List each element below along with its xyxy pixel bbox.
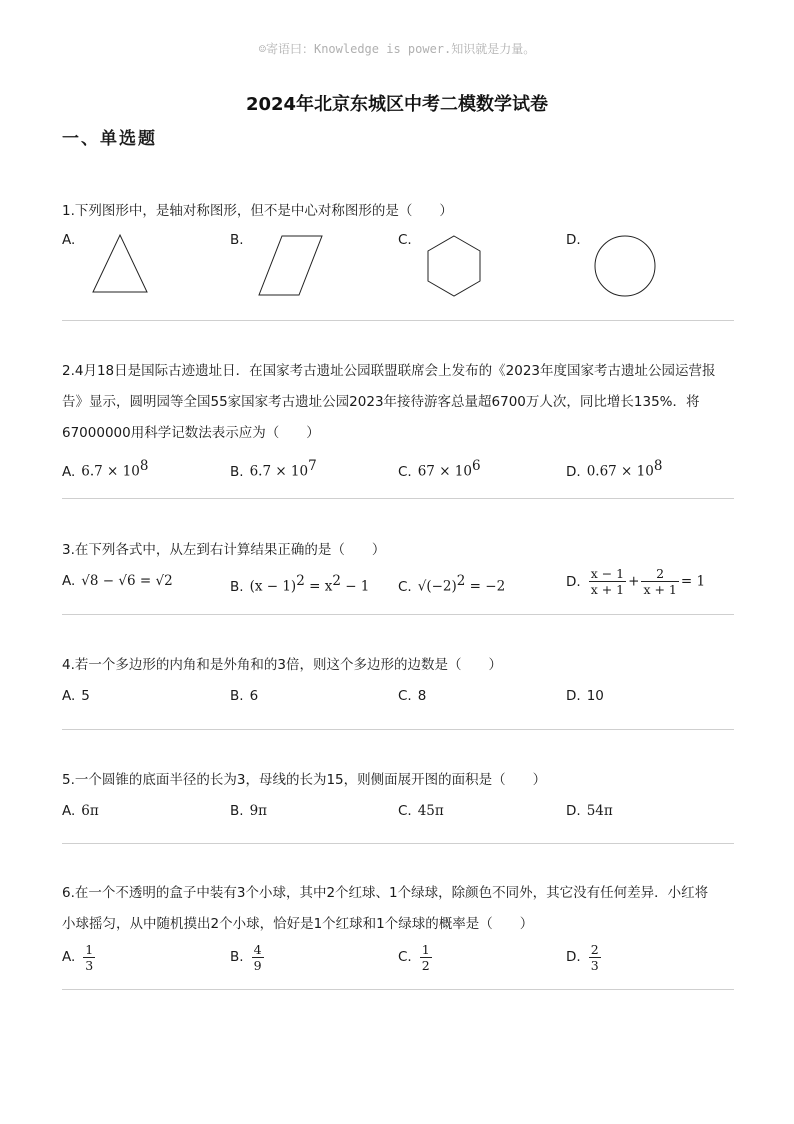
option-c	[398, 803, 444, 819]
divider	[62, 989, 734, 990]
divider	[62, 498, 734, 499]
hexagon-icon	[424, 234, 486, 298]
fraction	[252, 942, 264, 973]
option-c-label: C.	[398, 949, 412, 965]
option-b	[230, 566, 369, 602]
option-b-label: B.	[230, 949, 244, 965]
option-a-label: A.	[62, 573, 76, 589]
option-c-label: C.	[398, 688, 412, 704]
fraction	[589, 566, 626, 597]
divider	[62, 614, 734, 615]
fraction	[589, 942, 601, 973]
denominator: 2	[421, 957, 430, 973]
numerator: 1	[421, 941, 430, 957]
option-b-expression: = x	[304, 578, 333, 595]
question-6-options	[62, 940, 736, 976]
option-b	[230, 688, 258, 704]
option-b-label: B.	[230, 803, 244, 819]
question-5-stem: 5.一个圆锥的底面半径的长为3，母线的长为15，则侧面展开图的面积是（ ）	[62, 772, 547, 788]
divider	[62, 843, 734, 844]
option-a-value: 6.7 × 10	[81, 463, 140, 480]
question-2-line-2: 告》显示，圆明园等全国55家国家考古遗址公园2023年接待游客总量超6700万人次，同比增长135%．将	[62, 394, 700, 410]
option-a-exponent: 8	[139, 458, 149, 474]
denominator: x + 1	[643, 582, 677, 597]
option-c-value: 67 × 10	[417, 463, 472, 480]
option-d	[566, 940, 603, 974]
parallelogram-icon	[256, 232, 326, 298]
option-a-expression: √8 − √6 = √2	[81, 573, 173, 589]
numerator: x − 1	[590, 566, 625, 581]
option-a-label: A.	[62, 463, 76, 480]
motto: ☺寄语曰：Knowledge is power.知识就是力量。	[258, 42, 536, 56]
option-d-expression: = 1	[680, 573, 706, 590]
option-a-label: A.	[62, 232, 76, 248]
option-a-label: A.	[62, 803, 76, 819]
divider	[62, 320, 734, 321]
option-d-value: 10	[586, 688, 604, 704]
denominator: x + 1	[590, 582, 625, 597]
option-b-value: 9π	[249, 803, 268, 819]
option-d-label: D.	[566, 949, 581, 965]
numerator: 2	[641, 566, 678, 582]
numerator: 1	[85, 941, 94, 957]
option-d	[566, 803, 613, 819]
fraction	[641, 566, 678, 597]
section-heading: 一、单选题	[62, 129, 157, 149]
option-d-value: 54π	[586, 803, 613, 819]
question-4-options	[62, 688, 736, 716]
option-d-label: D.	[566, 232, 581, 248]
option-b-label: B.	[230, 463, 244, 480]
question-4-stem: 4.若一个多边形的内角和是外角和的3倍，则这个多边形的边数是（ ）	[62, 657, 502, 673]
question-3-options	[62, 566, 736, 600]
page-title: 2024年北京东城区中考二模数学试卷	[245, 94, 549, 115]
option-b-exponent: 2	[296, 573, 305, 589]
option-c	[398, 566, 505, 602]
option-d	[566, 458, 662, 480]
option-a	[62, 458, 148, 480]
numerator: 4	[253, 941, 262, 957]
numerator: 2	[590, 941, 599, 957]
question-6-line-2: 小球摇匀，从中随机摸出2个小球，恰好是1个红球和1个绿球的概率是（ ）	[62, 916, 534, 932]
option-c-label: C.	[398, 463, 412, 480]
denominator: 3	[85, 957, 94, 973]
fraction	[420, 942, 432, 973]
triangle-icon	[90, 232, 152, 296]
option-d-exponent: 8	[653, 458, 663, 474]
option-c	[398, 688, 426, 704]
option-c-label: C.	[398, 803, 412, 819]
question-2-stem	[62, 356, 736, 449]
option-b	[230, 458, 317, 480]
option-a	[62, 803, 99, 819]
divider	[62, 729, 734, 730]
option-b-label: B.	[230, 232, 244, 248]
option-c-expression: √(−2)	[417, 578, 457, 595]
option-c-exponent: 2	[456, 573, 466, 589]
option-b-label: B.	[230, 578, 244, 595]
option-b-value: 6.7 × 10	[249, 463, 309, 480]
question-5-options	[62, 803, 736, 831]
option-d-label: D.	[566, 688, 581, 704]
question-3-stem: 3.在下列各式中，从左到右计算结果正确的是（ ）	[62, 542, 386, 558]
option-b-expression: − 1	[340, 578, 370, 595]
option-a-label: A.	[62, 688, 76, 704]
option-d-label: D.	[566, 803, 581, 819]
question-2-line-1: 2.4月18日是国际古迹遗址日．在国家考古遗址公园联盟联席会上发布的《2023年度国家考古遗址公园运营报	[62, 363, 716, 379]
option-b	[230, 803, 267, 819]
option-b-exponent: 2	[332, 573, 341, 589]
option-d-label: D.	[566, 463, 581, 480]
question-6-line-1: 6.在一个不透明的盒子中装有3个小球，其中2个红球、1个绿球，除颜色不同外，其它没有任何差异．小红将	[62, 885, 709, 901]
option-a-value: 5	[81, 688, 90, 704]
option-a	[62, 566, 173, 596]
option-c-value: 45π	[417, 803, 444, 819]
option-c-exponent: 6	[471, 458, 481, 474]
option-b-expression: (x − 1)	[249, 578, 297, 595]
circle-icon	[592, 234, 658, 300]
option-b-exponent: 7	[308, 458, 317, 474]
option-a-label: A.	[62, 949, 76, 965]
option-d-label: D.	[566, 573, 581, 590]
option-b-value: 6	[249, 688, 259, 704]
option-b-label: B.	[230, 688, 244, 704]
question-1-stem: 1.下列图形中，是轴对称图形，但不是中心对称图形的是（ ）	[62, 203, 453, 219]
option-c-label: C.	[398, 232, 412, 248]
question-6-stem	[62, 878, 736, 940]
denominator: 9	[253, 957, 262, 973]
denominator: 3	[590, 957, 599, 973]
option-d	[566, 688, 604, 704]
plus-sign: +	[628, 573, 640, 590]
option-d	[566, 566, 705, 597]
option-c-label: C.	[398, 578, 412, 595]
option-c-expression: = −2	[465, 578, 506, 595]
option-d-value: 0.67 × 10	[586, 463, 654, 480]
option-b	[230, 940, 266, 974]
question-2-options	[62, 458, 736, 486]
option-c-value: 8	[417, 688, 427, 704]
option-a	[62, 940, 97, 974]
option-c	[398, 458, 481, 480]
option-a	[62, 688, 90, 704]
option-c	[398, 940, 434, 974]
option-a-value: 6π	[81, 803, 99, 819]
question-2-line-3: 67000000用科学记数法表示应为（ ）	[62, 425, 320, 441]
fraction	[83, 942, 95, 973]
